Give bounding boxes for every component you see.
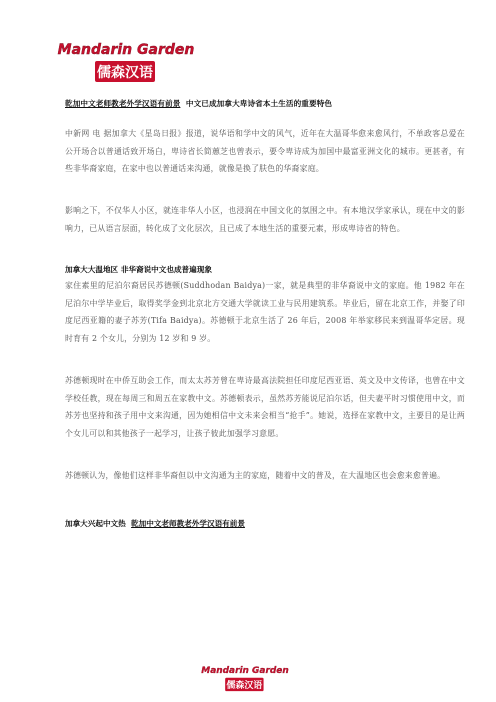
mandarin-garden-logo-small bbox=[201, 663, 289, 695]
paragraph-conclusion: 苏德顿认为，像他们这样非华裔但以中文沟通为主的家庭，随着中文的普及，在大温地区也会愈来愈普遍。 bbox=[65, 471, 446, 480]
section-heading: 加拿大大温地区 非华裔说中文也成普遍现象 bbox=[65, 265, 212, 274]
footer-heading: 加拿大兴起中文热 乾加中文老师教老外学汉语有前景 bbox=[65, 519, 245, 528]
logo-english-text: Mandarin Garden bbox=[57, 42, 195, 58]
article-headline bbox=[65, 98, 465, 109]
logo-english-text-small: Mandarin Garden bbox=[201, 666, 289, 677]
logo-chinese-text: 儒森汉语 bbox=[97, 65, 153, 81]
mandarin-garden-logo bbox=[57, 38, 195, 88]
paragraph-work: 苏德顿现时在中侨互助会工作，而太太苏芳曾在卑诗最高法院担任印度尼西亚语、英文及中文传译，也曾在中文学校任教，现在每周三和周五在家教中文。苏德顿表示，虽然苏芳能说尼泊尔话，但夫妻平时习惯使用中文，而苏芳也坚持和孩子用中文来沟通，因为她相信中文未来会相当“抢手”。她说，选择在家教中文，主要目的是让两个女儿可以和其他孩子一起学习，让孩子彼此加强学习意愿。 bbox=[65, 376, 465, 438]
paragraph-family: 家住素里的尼泊尔裔居民苏德顿(Suddhodan Baidya)一家，就是典型的非华裔说中文的家庭。他 1982 年在尼泊尔中学毕业后，取得奖学金到北京北方交通大学就读工业与民用建筑系。毕业后，留在北京工作，并娶了印度尼西亚籍的妻子苏芳(Tifa Baidya)。苏德顿于北京生活了 26 年后，2008 年举家移民来到温哥华定居。现时育有 2 个女儿，分别为 12 岁和 9 岁。 bbox=[65, 281, 465, 343]
logo-chinese-text-small: 儒森汉语 bbox=[226, 680, 263, 691]
footer-link[interactable]: 乾加中文老师教老外学汉语有前景 bbox=[131, 519, 245, 528]
paragraph-influence: 影响之下，不仅华人小区，就连非华人小区，也浸润在中国文化的氛围之中。有本地汉学家承认，现在中文的影响力，已从语言层面，转化成了文化层次，且已成了本地生活的重要元素，形成卑诗省的特色。 bbox=[65, 206, 465, 233]
headline-subtitle: 中文已成加拿大卑诗省本土生活的重要特色 bbox=[185, 99, 333, 108]
headline-link[interactable]: 乾加中文老师教老外学汉语有前景 bbox=[65, 99, 181, 108]
paragraph-intro: 中新网 电 据加拿大《星岛日报》报道，说华语和学中文的风气，近年在大温哥华愈来愈风行，不单政客总爱在公开场合以普通话致开场白，卑诗省长简蕙芝也曾表示，要令卑诗成为加国中最富亚洲文化的城市。更甚者，有些非华裔家庭，在家中也以普通话来沟通，就像是换了肤色的华裔家庭。 bbox=[65, 129, 465, 173]
